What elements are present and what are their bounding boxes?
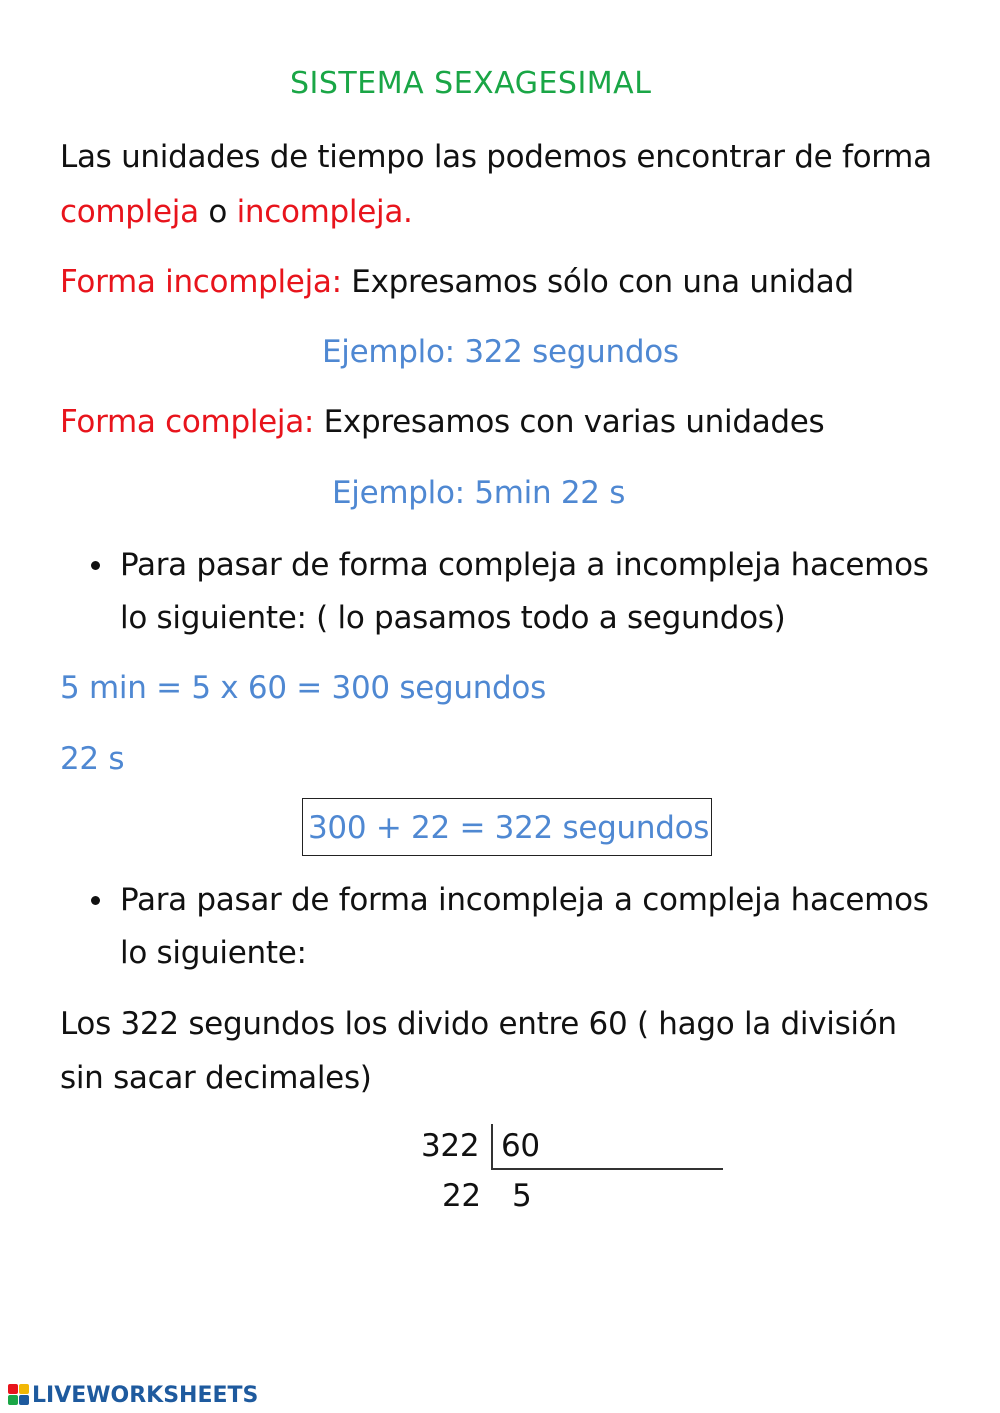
page-title: SISTEMA SEXAGESIMAL (290, 66, 652, 101)
logo-text: LIVEWORKSHEETS (32, 1382, 259, 1408)
intro-word-compleja: compleja (60, 194, 199, 230)
compleja-definition (60, 402, 824, 442)
division-intro-line-2: sin sacar decimales) (60, 1060, 372, 1096)
compleja-example: Ejemplo: 5min 22 s (332, 475, 626, 511)
compleja-text: Expresamos con varias unidades (323, 404, 825, 440)
liveworksheets-logo (8, 1381, 258, 1409)
compleja-label: Forma compleja: (60, 404, 315, 440)
calc-minutes: 5 min = 5 x 60 = 300 segundos (60, 670, 546, 706)
incompleja-example: Ejemplo: 322 segundos (322, 334, 679, 370)
logo-cubes-icon (8, 1384, 30, 1406)
division-dividend: 322 (421, 1128, 480, 1164)
intro-connector: o (208, 194, 228, 230)
intro-line-1: Las unidades de tiempo las podemos encontrar de forma (60, 139, 932, 175)
calc-result: 300 + 22 = 322 segundos (308, 810, 710, 846)
calc-seconds: 22 s (60, 741, 125, 777)
division-remainder: 22 (442, 1178, 481, 1214)
incompleja-definition (60, 262, 854, 302)
incompleja-label: Forma incompleja: (60, 264, 342, 300)
bullet1-line-2: lo siguiente: ( lo pasamos todo a segundos) (120, 600, 786, 636)
division-intro-line-1: Los 322 segundos los divido entre 60 ( hago la división (60, 1006, 897, 1042)
bullet-dot-2 (91, 896, 100, 905)
intro-word-incompleja: incompleja. (236, 194, 413, 230)
bullet2-line-2: lo siguiente: (120, 935, 307, 971)
intro-line-2 (60, 192, 413, 232)
division-horizontal-line (491, 1168, 723, 1170)
bullet1-line-1: Para pasar de forma compleja a incompleja hacemos (120, 547, 929, 583)
division-divisor: 60 (501, 1128, 540, 1164)
bullet2-line-1: Para pasar de forma incompleja a compleja hacemos (120, 882, 929, 918)
division-vertical-line (491, 1124, 493, 1168)
division-quotient: 5 (512, 1178, 532, 1214)
incompleja-text: Expresamos sólo con una unidad (351, 264, 854, 300)
bullet-dot-1 (91, 561, 100, 570)
